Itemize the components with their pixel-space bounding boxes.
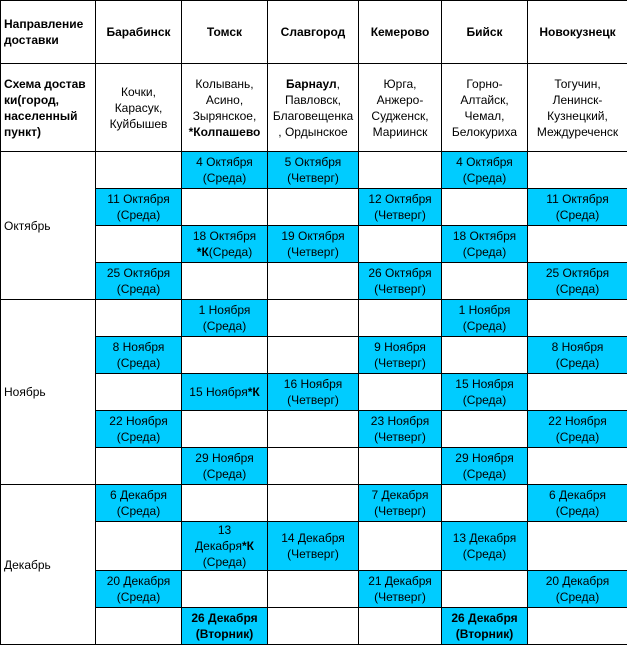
delivery-date-cell [528,571,627,608]
delivery-date-cell [442,608,528,645]
week-row [1,300,627,337]
delivery-date-cell [442,300,528,337]
schedule-cell [182,571,268,608]
schedule-cell [268,189,359,226]
delivery-date-text: (Вторник) [455,627,514,641]
delivery-date-cell [182,448,268,485]
scheme-header: Схема достав ки(город, населенный пункт) [1,64,96,152]
delivery-date-text: 7 Декабря [371,488,429,502]
scheme-line: Судженск, [371,108,429,123]
scheme-line: , Ордынское [278,124,348,139]
scheme-line: *Колпашево [188,124,261,139]
delivery-date-text: (Среда) [116,590,161,604]
delivery-date-text: (Среда) [116,208,161,222]
delivery-date-text: 9 Ноября [374,340,426,354]
delivery-date-text: 22 Ноября [548,414,607,428]
delivery-date-text: (Среда) [462,319,507,333]
delivery-date-text: (Среда) [462,245,507,259]
delivery-date-text: 23 Ноября [370,414,430,428]
delivery-date-cell [359,263,442,300]
delivery-date-cell [442,448,528,485]
schedule-cell [268,263,359,300]
delivery-date-cell [96,571,182,608]
month-label: Декабрь [1,485,96,645]
schedule-cell [182,485,268,522]
schedule-cell [268,448,359,485]
delivery-date-cell [359,337,442,374]
week-row [1,485,627,522]
delivery-date-cell [182,226,268,263]
delivery-date-text: 18 Октября [452,229,517,243]
direction-header: Направление доставки [1,1,96,64]
schedule-cell [268,485,359,522]
schedule-cell [96,152,182,189]
delivery-date-cell [442,522,528,571]
schedule-cell [96,608,182,645]
city-header-novokuznetsk: Новокузнецк [528,1,627,64]
delivery-date-text: 15 Ноября [455,377,514,391]
schedule-cell [359,448,442,485]
delivery-date-cell [182,152,268,189]
delivery-date-text: (Среда) [462,171,507,185]
schedule-cell [528,300,627,337]
scheme-cell [96,64,182,152]
delivery-date-cell [442,374,528,411]
delivery-date-text: (Четверг) [287,171,339,185]
delivery-date-cell [96,337,182,374]
delivery-date-text: 25 Октября [545,266,610,280]
scheme-line: Павловск, [284,92,342,107]
delivery-date-text: 25 Октября [106,266,171,280]
delivery-date-text: 4 Октября [456,155,513,169]
schedule-cell [268,571,359,608]
delivery-date-text: 6 Декабря [549,488,606,502]
delivery-date-text: (Среда) [462,467,507,481]
delivery-date-text: 8 Ноября [112,340,165,354]
delivery-date-text: (Среда) [555,504,600,518]
schedule-cell [268,337,359,374]
delivery-date-text: (Среда) [116,282,161,296]
delivery-date-text: 13 [217,523,232,537]
delivery-date-text: (Среда) [202,467,247,481]
delivery-date-text: 21 Декабря [368,574,432,588]
delivery-date-cell [182,374,268,411]
delivery-date-cell [96,263,182,300]
delivery-date-text: (Среда) [202,555,247,569]
schedule-cell [96,448,182,485]
schedule-cell [442,189,528,226]
delivery-date-text: (Среда) [555,208,600,222]
delivery-date-cell [359,571,442,608]
scheme-line: Мариинск [372,124,428,139]
scheme-line: Ленинск- [552,92,603,107]
scheme-row [1,64,627,152]
delivery-date-cell [442,152,528,189]
schedule-cell [528,608,627,645]
delivery-date-cell [182,608,268,645]
scheme-line: Юрга, [383,76,417,91]
delivery-date-text: (Четверг) [374,208,426,222]
delivery-date-cell [442,226,528,263]
city-header-biysk: Бийск [442,1,528,64]
city-header-barabinsk: Барабинск [96,1,182,64]
schedule-cell [359,152,442,189]
schedule-cell [96,522,182,571]
month-label: Октябрь [1,152,96,300]
scheme-line: Алтайск, [460,92,509,107]
delivery-date-text: 8 Ноября [551,340,604,354]
delivery-date-text: (Среда) [462,547,507,561]
schedule-cell [268,300,359,337]
month-label: Ноябрь [1,300,96,485]
delivery-date-text: (Среда) [116,356,161,370]
schedule-cell [182,189,268,226]
schedule-cell [359,374,442,411]
schedule-cell [268,608,359,645]
delivery-date-cell [268,226,359,263]
delivery-date-text: (Четверг) [374,356,426,370]
delivery-date-text: (Четверг) [287,393,339,407]
delivery-date-text: 16 Ноября [283,377,343,391]
scheme-line: Междуреченск [536,124,619,139]
delivery-date-text: (Среда) [555,282,600,296]
delivery-date-text: 20 Декабря [106,574,171,588]
scheme-cell [442,64,528,152]
delivery-date-text: 13 Декабря [452,531,517,545]
scheme-line: Колывань, [195,76,254,91]
delivery-date-text: (Среда) [202,171,247,185]
schedule-cell [268,411,359,448]
delivery-date-cell [182,300,268,337]
delivery-date-text: 29 Ноября [455,451,514,465]
schedule-cell [359,608,442,645]
schedule-cell [359,226,442,263]
delivery-date-text: (Среда) [555,590,600,604]
schedule-cell [528,226,627,263]
delivery-date-text: 11 Октября [546,192,609,206]
schedule-cell [528,374,627,411]
delivery-date-cell [528,411,627,448]
delivery-date-text: 11 Октября [107,192,170,206]
delivery-date-text: 18 Октября [192,229,257,243]
scheme-line: Кузнецкий, [547,108,608,123]
delivery-date-text: 26 Октября [368,266,432,280]
delivery-date-text: 14 Декабря [281,531,345,545]
delivery-date-text: (Четверг) [287,245,339,259]
delivery-date-cell [96,411,182,448]
scheme-line: Анжеро- [376,92,424,107]
delivery-date-text: 6 Декабря [110,488,167,502]
scheme-line: Тогучин, [554,76,601,91]
delivery-date-cell [359,485,442,522]
delivery-date-text: (Четверг) [374,282,426,296]
scheme-line: Барнаул, [285,76,341,91]
delivery-date-text: (Среда) [116,504,161,518]
delivery-date-text: Декабря*К [195,539,254,553]
delivery-date-text: (Четверг) [287,547,339,561]
schedule-cell [528,152,627,189]
schedule-cell [442,571,528,608]
week-row [1,152,627,189]
scheme-line: Кочки, [121,84,156,99]
scheme-line: Белокуриха [451,124,518,139]
scheme-line: Асино, [205,92,244,107]
delivery-date-text: 26 Декабря [451,611,518,625]
delivery-date-text: 15 Ноября*К [189,385,260,399]
delivery-date-text: *К(Среда) [196,245,253,259]
schedule-cell [96,300,182,337]
schedule-cell [528,448,627,485]
delivery-date-text: 1 Ноября [458,303,511,317]
delivery-date-cell [359,411,442,448]
schedule-cell [359,300,442,337]
delivery-date-text: (Среда) [202,319,247,333]
delivery-date-cell [182,522,268,571]
delivery-date-cell [268,374,359,411]
header-row [1,1,627,64]
delivery-date-cell [528,485,627,522]
scheme-cell [268,64,359,152]
delivery-date-text: 4 Октября [196,155,253,169]
schedule-cell [442,263,528,300]
delivery-date-text: 20 Декабря [545,574,610,588]
schedule-cell [442,337,528,374]
delivery-date-text: 5 Октября [284,155,342,169]
scheme-line: Куйбышев [109,116,168,131]
scheme-line: Горно- [466,76,503,91]
schedule-cell [359,522,442,571]
city-header-tomsk: Томск [182,1,268,64]
delivery-date-cell [268,152,359,189]
schedule-body [1,152,627,645]
delivery-date-cell [96,189,182,226]
delivery-date-cell [528,189,627,226]
schedule-cell [442,411,528,448]
delivery-date-text: (Четверг) [374,590,426,604]
delivery-date-cell [359,189,442,226]
delivery-date-text: 22 Ноября [109,414,168,428]
delivery-date-cell [528,337,627,374]
scheme-line: Зырянское, [192,108,257,123]
delivery-date-text: 12 Октября [368,192,432,206]
delivery-date-text: 1 Ноября [198,303,251,317]
scheme-cell [528,64,627,152]
delivery-date-text: (Среда) [555,356,600,370]
delivery-date-text: (Среда) [555,430,600,444]
delivery-date-text: 19 Октября [281,229,345,243]
schedule-cell [182,411,268,448]
schedule-cell [182,263,268,300]
scheme-line: Благовещенка [272,108,354,123]
city-header-kemerovo: Кемерово [359,1,442,64]
schedule-cell [442,485,528,522]
schedule-cell [96,374,182,411]
schedule-cell [528,522,627,571]
delivery-date-text: 29 Ноября [195,451,254,465]
scheme-cell [182,64,268,152]
delivery-date-text: (Вторник) [195,627,254,641]
scheme-line: Карасук, [114,100,163,115]
delivery-date-text: (Среда) [462,393,507,407]
scheme-cell [359,64,442,152]
delivery-date-text: (Среда) [116,430,161,444]
schedule-cell [182,337,268,374]
delivery-date-text: (Четверг) [374,430,426,444]
delivery-date-cell [96,485,182,522]
delivery-date-text: (Четверг) [374,504,426,518]
schedule-cell [96,226,182,263]
scheme-line: Чемал, [464,108,505,123]
delivery-date-text: 26 Декабря [191,611,258,625]
city-header-slavgorod: Славгород [268,1,359,64]
delivery-date-cell [528,263,627,300]
delivery-date-cell [268,522,359,571]
